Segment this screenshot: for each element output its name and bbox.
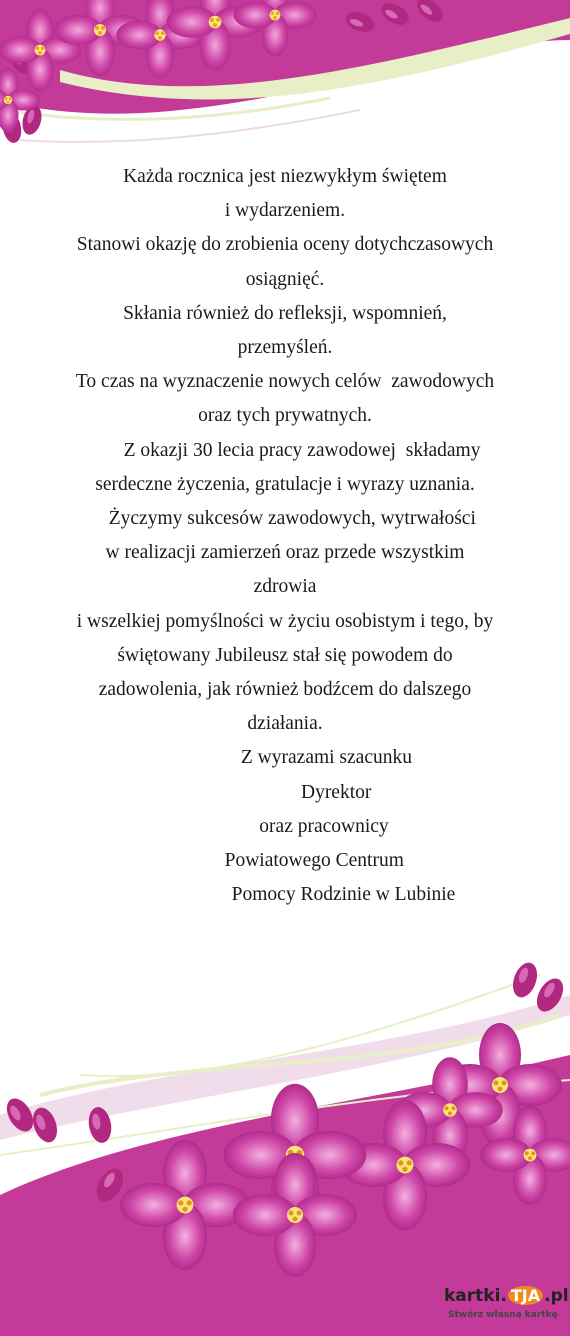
message-line: serdeczne życzenia, gratulacje i wyrazy uznania. xyxy=(95,473,475,495)
message-line: Z okazji 30 lecia pracy zawodowej składamy xyxy=(89,439,481,461)
message-line: oraz tych prywatnych. xyxy=(198,405,372,427)
logo-text-right: .pl xyxy=(544,1286,569,1306)
logo-wordmark xyxy=(444,1286,569,1306)
message-line: Pomocy Rodzinie w Lubinie xyxy=(114,884,456,906)
message-line: oraz pracownicy xyxy=(181,815,389,837)
message-line: i wydarzeniem. xyxy=(224,200,346,222)
logo-text-left: kartki. xyxy=(444,1286,507,1306)
logo-tagline: Stwórz własną kartkę xyxy=(448,1310,558,1320)
message-line: świętowany Jubileusz stał się powodem do xyxy=(117,644,453,666)
bottom-flower-decoration xyxy=(0,955,570,1336)
message-line: To czas na wyznaczenie nowych celów zawodowych xyxy=(75,371,495,393)
message-line: działania. xyxy=(247,713,323,735)
message-line: przemyśleń. xyxy=(237,337,333,359)
message-line: Stanowi okazję do zrobienia oceny dotychczasowych xyxy=(76,234,494,256)
message-line: Skłania również do refleksji, wspomnień, xyxy=(123,302,447,324)
message-line: i wszelkiej pomyślności w życiu osobistym i tego, by xyxy=(76,610,494,632)
message-line: Z wyrazami szacunku xyxy=(158,747,412,769)
message-line: Każda rocznica jest niezwykłym świętem xyxy=(123,166,447,187)
message-line: zadowolenia, jak również bodźcem do dalszego xyxy=(98,679,472,701)
site-logo[interactable] xyxy=(444,1286,569,1326)
top-flower-decoration xyxy=(0,0,570,160)
logo-text-mid: TJA xyxy=(508,1286,543,1305)
message-line: Dyrektor xyxy=(198,781,372,803)
message-line: w realizacji zamierzeń oraz przede wszystkim xyxy=(105,542,465,564)
message-line: zdrowia xyxy=(253,576,317,598)
message-line: Życzymy sukcesów zawodowych, wytrwałości xyxy=(94,508,476,530)
greeting-message xyxy=(20,160,550,912)
message-line: Powiatowego Centrum xyxy=(166,850,404,872)
message-line: osiągnięć. xyxy=(245,268,325,290)
